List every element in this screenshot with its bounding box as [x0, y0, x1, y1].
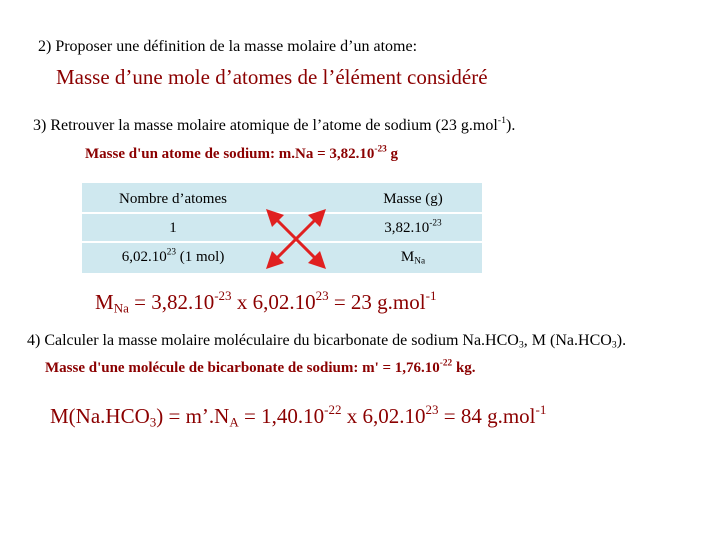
- final-part: x 6,02.10: [341, 404, 426, 428]
- cell-avogadro-exponent: 23: [166, 247, 176, 258]
- cell-avogadro-unit: (1 mol): [175, 249, 225, 265]
- final-part: M(Na.HCO: [50, 404, 150, 428]
- cell-one-atom: 1: [169, 220, 177, 236]
- molar-mass-bicarbonate-result: [50, 401, 547, 430]
- cross-multiplication-arrows-icon: [82, 183, 482, 273]
- result-symbol: M: [95, 290, 114, 314]
- result-exponent: 23: [315, 287, 329, 303]
- answer-3-unit: g: [386, 146, 399, 162]
- question-4: [27, 332, 626, 350]
- result-subscript: Na: [113, 300, 129, 316]
- final-part: = 1,40.10: [238, 404, 325, 428]
- result-part: = 23 g.mol: [328, 290, 426, 314]
- question-4-end: ).: [616, 332, 627, 349]
- final-exponent: -1: [535, 401, 547, 417]
- result-exponent: -23: [214, 287, 232, 303]
- proportion-table: [82, 183, 482, 273]
- header-atom-count: Nombre d’atomes: [119, 191, 227, 207]
- cell-molar-mass-symbol: M: [400, 249, 415, 265]
- question-2-text: 2) Proposer une définition de la masse molaire d’un atome:: [38, 38, 418, 55]
- question-3-exponent: -1: [497, 115, 507, 127]
- cell-avogadro-value: 6,02.10: [121, 249, 167, 265]
- answer-4-text: Masse d'une molécule de bicarbonate de sodium: m' = 1,76.10: [45, 360, 440, 376]
- cell-mass-exponent: -23: [429, 218, 442, 229]
- answer-3-text: Masse d'un atome de sodium: m.Na = 3,82.10: [85, 146, 375, 162]
- result-part: x 6,02.10: [231, 290, 316, 314]
- cell-molar-mass-subscript: Na: [414, 256, 426, 267]
- answer-3-atom-mass: [85, 146, 398, 163]
- answer-2: [56, 65, 488, 90]
- result-exponent: -1: [425, 287, 437, 303]
- cell-mass-value: 3,82.10: [384, 220, 430, 236]
- question-4-subscript: 3: [611, 339, 617, 351]
- final-subscript: A: [229, 414, 239, 430]
- question-4-text: 4) Calculer la masse molaire moléculaire du bicarbonate de sodium Na.HCO: [27, 332, 519, 349]
- question-3: [33, 117, 515, 135]
- question-3-end: ).: [506, 117, 516, 134]
- question-4-text: , M (Na.HCO: [523, 332, 612, 349]
- question-4-subscript: 3: [518, 339, 524, 351]
- answer-4-unit: kg.: [452, 360, 476, 376]
- molar-mass-sodium-result: [95, 287, 437, 316]
- header-mass: Masse (g): [383, 191, 443, 207]
- question-3-text: 3) Retrouver la masse molaire atomique de l’atome de sodium (23 g.mol: [33, 117, 498, 134]
- answer-3-exponent: -23: [374, 144, 387, 155]
- final-exponent: -22: [324, 401, 342, 417]
- result-part: = 3,82.10: [128, 290, 215, 314]
- final-part: ) = m’.N: [156, 404, 230, 428]
- final-subscript: 3: [149, 414, 157, 430]
- answer-4-exponent: -22: [439, 358, 453, 369]
- question-2: [38, 38, 417, 56]
- final-exponent: 23: [425, 401, 439, 417]
- answer-4-molecule-mass: [45, 360, 476, 377]
- answer-2-text: Masse d’une mole d’atomes de l’élément considéré: [56, 65, 488, 89]
- final-part: = 84 g.mol: [438, 404, 536, 428]
